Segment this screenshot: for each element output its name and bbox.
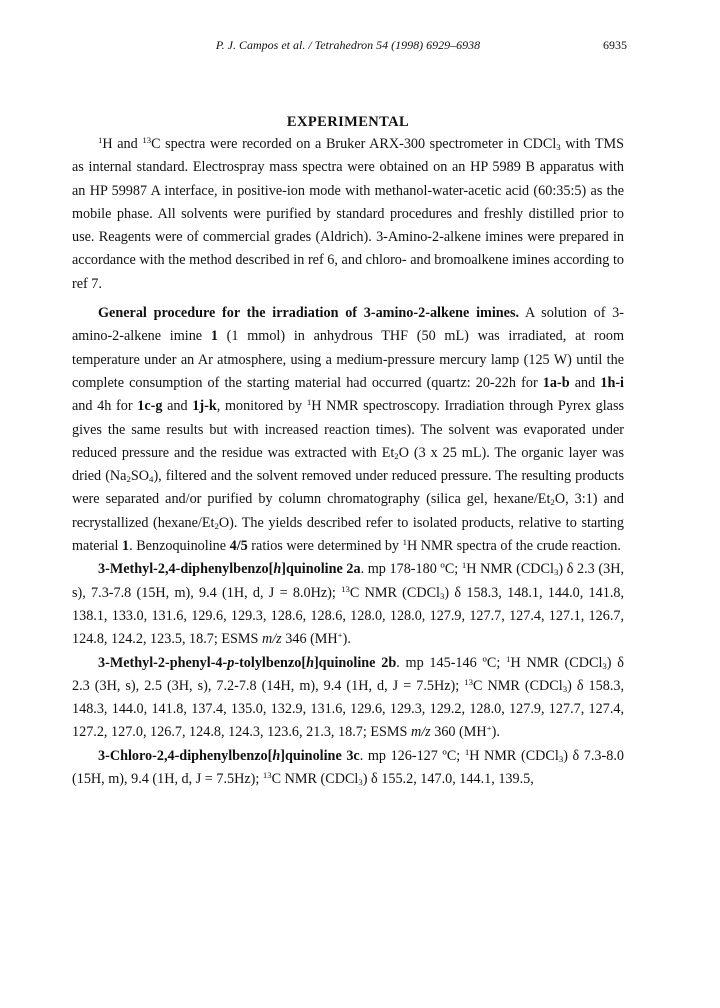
- compound-3c-name: 3-Chloro-2,4-diphenylbenzo[h]quinoline 3c: [98, 747, 360, 764]
- page-number: 6935: [603, 38, 627, 52]
- page-header: [72, 38, 627, 56]
- running-head: P. J. Campos et al. / Tetrahedron 54 (1998) 6929–6938: [215, 38, 481, 52]
- paper-page: [72, 38, 627, 791]
- compound-2a-paragraph: 3-Methyl-2,4-diphenylbenzo[h]quinoline 2a. mp 178-180 ºC; $^1$H NMR (CDCl$_3$) δ 2.3 (3H, s), 7.3-7.8 (15H, m), 9.4 (1H, d, J = 8.0Hz); $^{13}$C NMR (CDCl$_3$) δ 158.3, 148.1, 144.0, 141.8, 138.1, 133.0, 131.6, 129.6, 129.3, 128.6, 128.6, 128.0, 128.0, 127.9, 127.7, 127.4, 127.1, 126.7, 124.8, 124.2, 123.5, 18.7; ESMS m/z 346 (MH+).: [72, 560, 625, 648]
- compound-2b-name: 3-Methyl-2-phenyl-4-p-tolylbenzo[h]quinoline 2b: [98, 654, 397, 671]
- procedure-heading: General procedure for the irradiation of 3-amino-2-alkene imines.: [98, 305, 520, 322]
- procedure-paragraph: General procedure for the irradiation of 3-amino-2-alkene imines. A solution of 3-amino-2-alkene imine 1 (1 mmol) in anhydrous THF (50 mL) was irradiated, at room temperature under an Ar atmosphere, using a medium-pressure mercury lamp (125 W) until the complete consumption of the starting material had occurred (quartz: 20-22h for 1a-b and 1h-i and 4h for 1c-g and 1j-k, monitored by $^1$H NMR spectroscopy. Irradiation through Pyrex glass gives the same results but with increased reaction times). The solvent was evaporated under reduced pressure and the residue was extracted with $Et_2O$ (3 x 25 mL). The organic layer was dried $(Na_2SO_4)$, filtered and the solvent removed under reduced pressure. The resulting products were separated and/or purified by column chromatography (silica gel, hexane/$Et_2O$, 3:1) and recrystallized $(hexane/Et_2O)$. The yields described refer to isolated products, relative to starting material 1. Benzoquinoline 4/5 ratios were determined by $^1$H NMR spectra of the crude reaction.: [72, 305, 625, 555]
- compound-2b-paragraph: 3-Methyl-2-phenyl-4-p-tolylbenzo[h]quinoline 2b. mp 145-146 ºC; $^1$H NMR (CDCl$_3$) δ 2.3 (3H, s), 2.5 (3H, s), 7.2-7.8 (14H, m), 9.4 (1H, d, J = 7.5Hz); $^{13}$C NMR (CDCl$_3$) δ 158.3, 148.3, 144.0, 141.8, 137.4, 135.0, 132.9, 131.6, 129.6, 129.3, 129.2, 128.0, 127.9, 127.7, 127.4, 127.2, 127.0, 126.7, 124.8, 124.3, 123.6, 21.3, 18.7; ESMS m/z 360 (MH+).: [72, 653, 625, 741]
- intro-paragraph: $^1$H and $^{13}$C spectra were recorded on a Bruker ARX-300 spectrometer in CDCl$_3$ with TMS as internal standard. Electrospray mass spectra were obtained on an HP 5989 B apparatus with an HP 59987 A interface, in positive-ion mode with methanol-water-acetic acid (60:35:5) as the mobile phase. All solvents were purified by standard procedures and freshly distilled prior to use. Reagents were of commercial grades (Aldrich). 3-Amino-2-alkene imines were prepared in accordance with the method described in ref 6, and chloro- and bromoalkene imines according to ref 7.: [72, 135, 624, 292]
- section-title: EXPERIMENTAL: [286, 114, 410, 130]
- compound-2a-name: 3-Methyl-2,4-diphenylbenzo[h]quinoline 2a: [98, 561, 361, 578]
- compound-3c-paragraph: 3-Chloro-2,4-diphenylbenzo[h]quinoline 3c. mp 126-127 ºC; $^1$H NMR (CDCl$_3$) δ 7.3-8.0 (15H, m), 9.4 (1H, d, J = 7.5Hz); $^{13}$C NMR (CDCl$_3$) δ 155.2, 147.0, 144.1, 139.5,: [72, 746, 624, 788]
